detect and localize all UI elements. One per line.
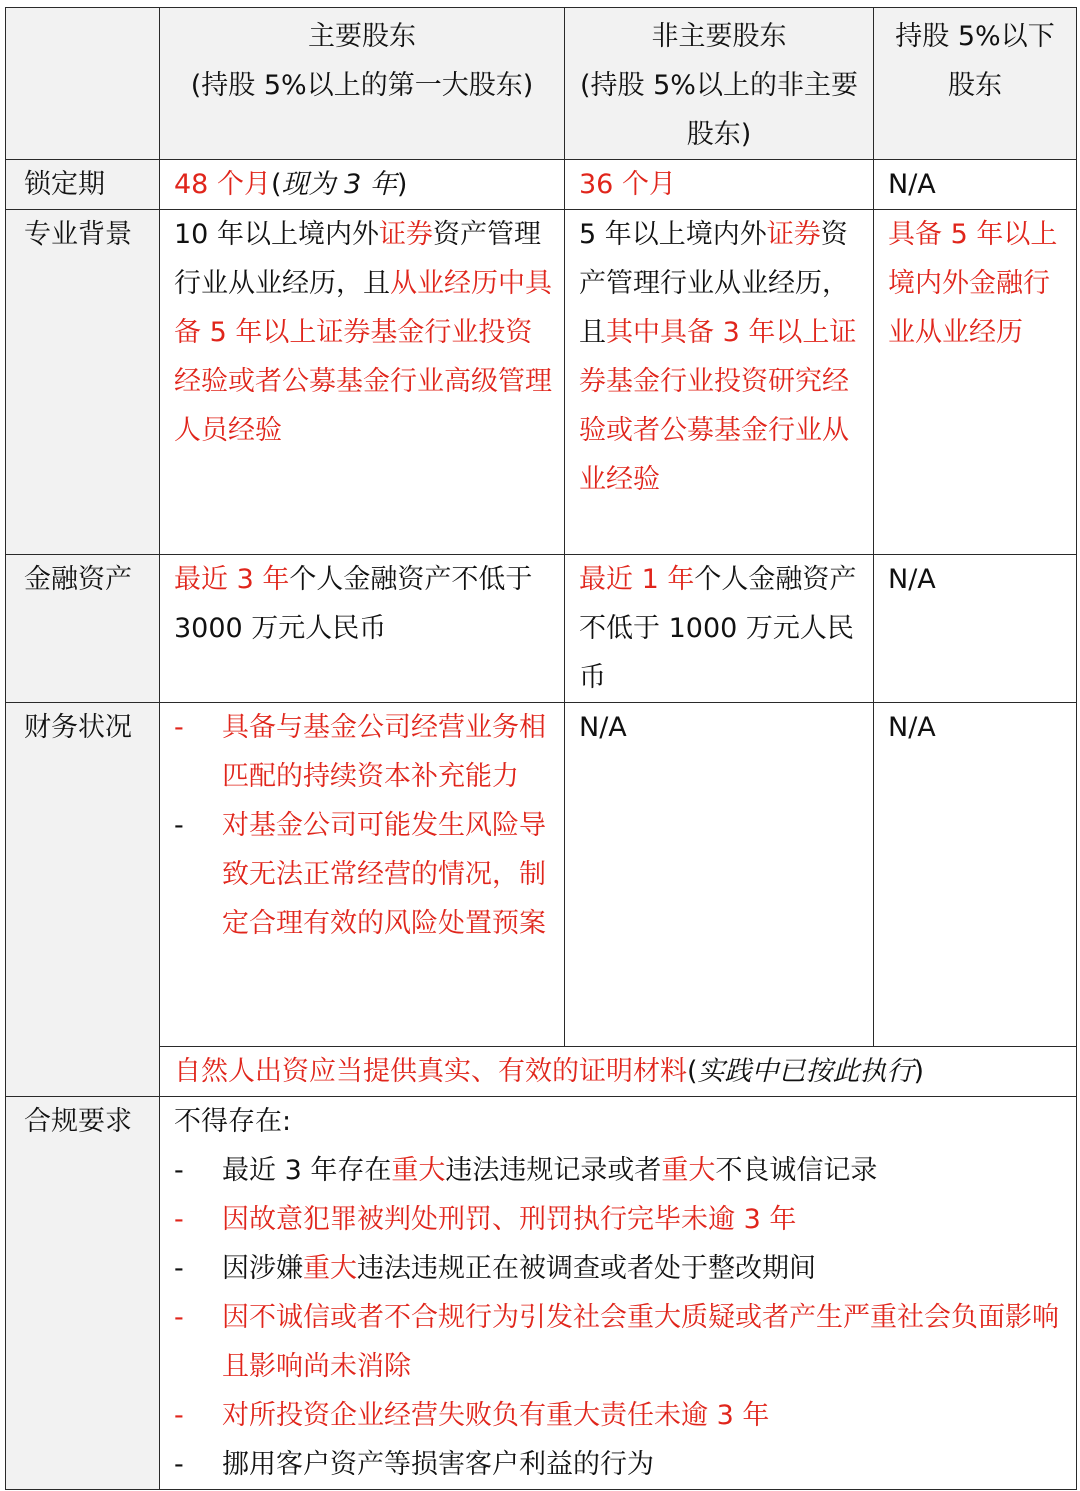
lockup-minor-cell: N/A bbox=[874, 160, 1077, 210]
background-non-major-text-2: 证券 bbox=[766, 219, 821, 250]
assets-non-major-cell bbox=[565, 555, 874, 703]
lockup-major-note: 现为 3 年 bbox=[281, 169, 397, 200]
finance-bullet-2 bbox=[174, 801, 554, 948]
compliance-bullet-5-text: 对所投资企业经营失败负有重大责任未逾 3 年 bbox=[222, 1400, 770, 1431]
row-compliance bbox=[6, 1097, 1077, 1490]
finance-major-cell bbox=[160, 703, 565, 1047]
compliance-intro: 不得存在: bbox=[174, 1106, 292, 1137]
finance-note-italic: 实践中已按此执行 bbox=[697, 1056, 914, 1087]
compliance-bullet-2 bbox=[174, 1195, 1066, 1244]
background-non-major-text-3: 资产管理行业从业经历，且 bbox=[579, 219, 849, 348]
background-major-cell bbox=[160, 210, 565, 555]
header-major-shareholder bbox=[160, 8, 565, 160]
lockup-non-major-value: 36 个月 bbox=[579, 169, 676, 200]
background-major-text-1: 10 年以上境内外 bbox=[174, 219, 379, 250]
compliance-bullet-5 bbox=[174, 1391, 1066, 1440]
lockup-major-value: 48 个月 bbox=[174, 169, 271, 200]
assets-non-major-text: 个人金融资产不低于 1000 万元人民币 bbox=[579, 564, 857, 693]
finance-bullet-1-text: 具备与基金公司经营业务相匹配的持续资本补充能力 bbox=[222, 712, 546, 792]
compliance-bullet-1-text: 最近 3 年存在重大违法违规记录或者重大不良诚信记录 bbox=[222, 1155, 878, 1186]
assets-minor-cell: N/A bbox=[874, 555, 1077, 703]
header-non-major-title: 非主要股东 bbox=[651, 21, 787, 52]
lockup-label: 锁定期 bbox=[6, 160, 160, 210]
finance-note-main: 自然人出资应当提供真实、有效的证明材料 bbox=[174, 1056, 687, 1087]
header-row bbox=[6, 8, 1077, 160]
finance-bullet-2-mark: - bbox=[174, 810, 184, 841]
background-major-text-2: 证券 bbox=[378, 219, 433, 250]
background-non-major-cell bbox=[565, 210, 874, 555]
compliance-bullet-6-mark: - bbox=[174, 1449, 184, 1480]
assets-major-period: 最近 3 年 bbox=[174, 564, 290, 595]
finance-note-close: ) bbox=[913, 1056, 925, 1087]
compliance-bullet-3 bbox=[174, 1244, 1066, 1293]
background-label: 专业背景 bbox=[6, 210, 160, 555]
compliance-bullet-1-mark: - bbox=[174, 1155, 184, 1186]
assets-label: 金融资产 bbox=[6, 555, 160, 703]
background-minor-cell: 具备 5 年以上境内外金融行业从业经历 bbox=[874, 210, 1077, 555]
compliance-bullet-3-text: 因涉嫌重大违法违规正在被调查或者处于整改期间 bbox=[222, 1253, 816, 1284]
compliance-bullet-4 bbox=[174, 1293, 1066, 1391]
compliance-bullet-4-mark: - bbox=[174, 1302, 184, 1333]
finance-bullet-1 bbox=[174, 703, 554, 801]
finance-bullet-1-mark: - bbox=[174, 712, 184, 743]
compliance-bullet-2-text: 因故意犯罪被判处刑罚、刑罚执行完毕未逾 3 年 bbox=[222, 1204, 797, 1235]
header-non-major-subtitle: (持股 5%以上的非主要股东) bbox=[580, 70, 858, 150]
lockup-note-close: ) bbox=[396, 169, 408, 200]
compliance-bullet-1 bbox=[174, 1146, 1066, 1195]
background-major-text-3: 资产管理行业从业经历，且 bbox=[174, 219, 541, 299]
lockup-note-open: ( bbox=[270, 169, 282, 200]
lockup-major-cell bbox=[160, 160, 565, 210]
compliance-bullet-6 bbox=[174, 1440, 1066, 1489]
header-minor-title: 持股 5%以下股东 bbox=[895, 21, 1055, 101]
compliance-label: 合规要求 bbox=[6, 1097, 160, 1490]
assets-major-cell bbox=[160, 555, 565, 703]
header-corner-cell bbox=[6, 8, 160, 160]
compliance-bullet-5-mark: - bbox=[174, 1400, 184, 1431]
compliance-bullet-4-text: 因不诚信或者不合规行为引发社会重大质疑或者产生严重社会负面影响且影响尚未消除 bbox=[222, 1302, 1059, 1382]
row-assets bbox=[6, 555, 1077, 703]
finance-note-cell bbox=[160, 1047, 1077, 1097]
row-lockup bbox=[6, 160, 1077, 210]
row-finance bbox=[6, 703, 1077, 1047]
background-non-major-text-1: 5 年以上境内外 bbox=[579, 219, 767, 250]
background-major-text-4: 从业经历中具备 5 年以上证券基金行业投资经验或者公募基金行业高级管理人员经验 bbox=[174, 268, 552, 446]
compliance-cell bbox=[160, 1097, 1077, 1490]
compliance-bullet-2-mark: - bbox=[174, 1204, 184, 1235]
assets-non-major-period: 最近 1 年 bbox=[579, 564, 695, 595]
background-non-major-text-4: 其中具备 3 年以上证券基金行业投资研究经验或者公募基金行业从业经验 bbox=[579, 317, 857, 495]
lockup-non-major-cell bbox=[565, 160, 874, 210]
row-background bbox=[6, 210, 1077, 555]
shareholder-requirements-table bbox=[5, 7, 1077, 1490]
assets-major-text: 个人金融资产不低于 3000 万元人民币 bbox=[174, 564, 533, 644]
row-finance-note bbox=[6, 1047, 1077, 1097]
finance-non-major-cell: N/A bbox=[565, 703, 874, 1047]
compliance-bullet-3-mark: - bbox=[174, 1253, 184, 1284]
finance-bullet-2-text: 对基金公司可能发生风险导致无法正常经营的情况，制定合理有效的风险处置预案 bbox=[222, 810, 546, 939]
finance-label: 财务状况 bbox=[6, 703, 160, 1097]
compliance-bullet-6-text: 挪用客户资产等损害客户利益的行为 bbox=[222, 1449, 654, 1480]
header-major-title: 主要股东 bbox=[308, 21, 416, 52]
finance-minor-cell: N/A bbox=[874, 703, 1077, 1047]
header-major-subtitle: (持股 5%以上的第一大股东) bbox=[190, 70, 534, 101]
header-non-major-shareholder bbox=[565, 8, 874, 160]
header-minor-shareholder bbox=[874, 8, 1077, 160]
finance-note-open: ( bbox=[687, 1056, 698, 1087]
